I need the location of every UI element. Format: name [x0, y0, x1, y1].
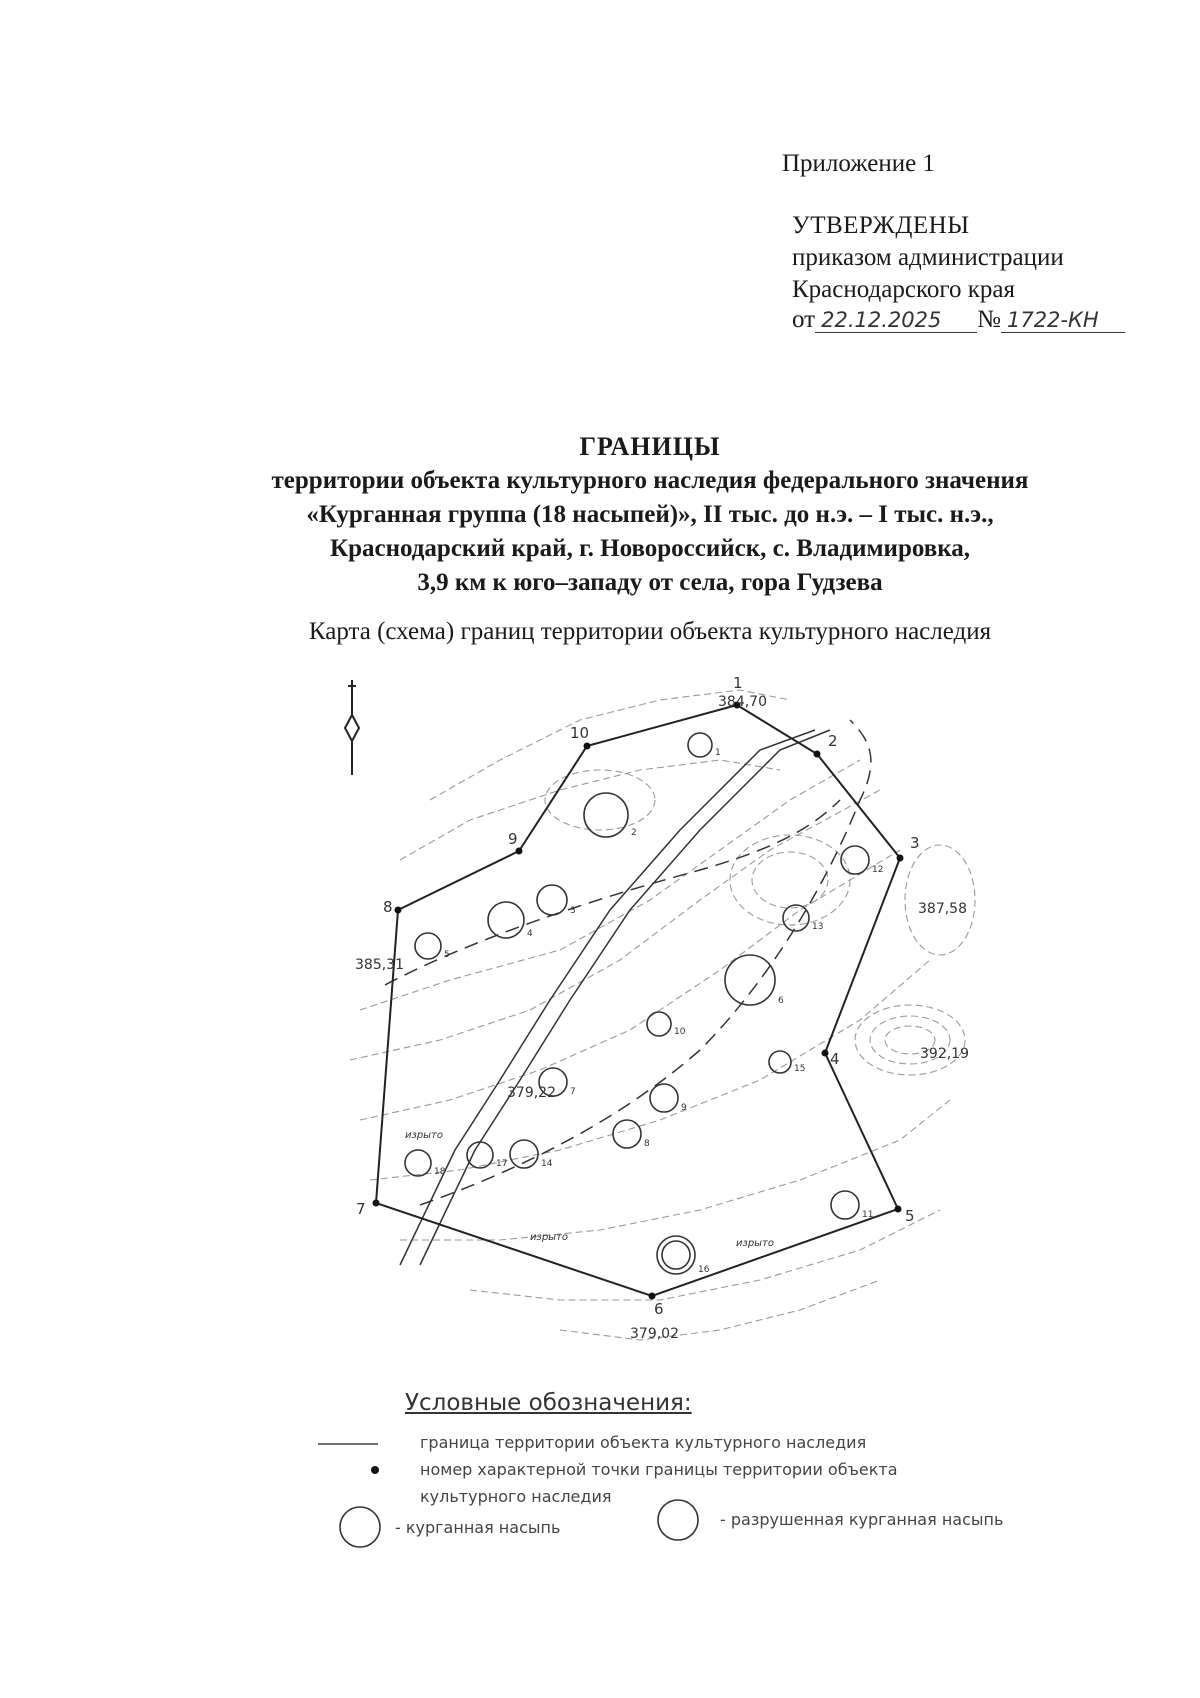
- legend-point-text-cont: культурного наследия: [420, 1487, 612, 1506]
- legend-point-marker-icon: [371, 1466, 379, 1474]
- legend-title: Условные обозначения:: [405, 1390, 692, 1416]
- kurgan-number: 15: [794, 1064, 806, 1074]
- legend-point-text: номер характерной точки границы территории объекта: [420, 1460, 898, 1479]
- kurgan-number: 4: [527, 929, 533, 939]
- elevation-mark: 384,70: [718, 694, 767, 710]
- kurgan-number: 12: [872, 865, 884, 875]
- pit-label: изрыто: [530, 1232, 569, 1243]
- boundary-point-number: 2: [828, 732, 838, 750]
- region-text: Краснодарского края: [792, 276, 1015, 303]
- title-line-2: «Курганная группа (18 насыпей)», II тыс. до н.э. – I тыс. н.э.,: [306, 501, 994, 528]
- elevation-mark: 385,31: [355, 957, 404, 973]
- legend-boundary-text: граница территории объекта культурного наследия: [420, 1433, 867, 1452]
- boundary-point-number: 4: [830, 1050, 840, 1068]
- boundary-point-number: 9: [508, 830, 518, 848]
- pit-label: изрыто: [736, 1238, 775, 1249]
- kurgan-number: 9: [681, 1103, 687, 1113]
- elevation-mark: 387,58: [918, 901, 967, 917]
- legend-destroyed-mound-icon: [658, 1500, 698, 1540]
- number-prefix: №: [977, 306, 1001, 333]
- kurgan-number: 3: [570, 906, 576, 916]
- map-caption: Карта (схема) границ территории объекта культурного наследия: [308, 618, 992, 645]
- title-line-1: территории объекта культурного наследия федерального значения: [271, 467, 1029, 494]
- kurgan-number: 18: [434, 1167, 446, 1177]
- date-prefix: от: [792, 306, 816, 333]
- kurgan-number: 2: [631, 828, 637, 838]
- boundary-point-number: 1: [733, 674, 743, 692]
- title-line-3: Краснодарский край, г. Новороссийск, с. Владимировка,: [329, 535, 971, 562]
- elevation-mark: 379,22: [507, 1085, 556, 1101]
- kurgan-number: 16: [698, 1265, 710, 1275]
- kurgan-number: 6: [778, 996, 784, 1006]
- order-date: 22.12.2025: [815, 308, 977, 333]
- elevation-mark: 379,02: [630, 1326, 679, 1342]
- kurgan-number: 13: [812, 922, 824, 932]
- approved-label: УТВЕРЖДЕНЫ: [792, 212, 970, 239]
- order-number: 1722-КН: [1001, 308, 1125, 333]
- title-line-4: 3,9 км к юго–западу от села, гора Гудзева: [417, 569, 883, 596]
- kurgan-number: 17: [496, 1159, 508, 1169]
- legend-mound-icon: [340, 1507, 380, 1547]
- pit-label: изрыто: [405, 1130, 444, 1141]
- appendix-label: Приложение 1: [782, 150, 935, 177]
- document-title: ГРАНИЦЫ: [579, 432, 721, 461]
- kurgan-number: 5: [444, 950, 450, 960]
- boundary-point-number: 3: [910, 834, 920, 852]
- kurgan-number: 11: [862, 1210, 874, 1220]
- kurgan-number: 10: [674, 1027, 686, 1037]
- legend-destroyed-text: - разрушенная курганная насыпь: [720, 1510, 1004, 1529]
- kurgan-number: 1: [715, 748, 721, 758]
- kurgan-number: 8: [644, 1139, 650, 1149]
- order-by-text: приказом администрации: [792, 244, 1064, 271]
- boundary-point-number: 8: [383, 898, 393, 916]
- boundary-point-number: 10: [570, 724, 590, 742]
- boundary-point-number: 7: [356, 1200, 366, 1218]
- legend-mound-text: - курганная насыпь: [395, 1518, 561, 1537]
- kurgan-number: 14: [541, 1159, 553, 1169]
- boundary-point-number: 5: [905, 1207, 915, 1225]
- elevation-mark: 392,19: [920, 1046, 969, 1062]
- kurgan-number: 7: [570, 1087, 576, 1097]
- boundary-point-number: 6: [654, 1300, 664, 1318]
